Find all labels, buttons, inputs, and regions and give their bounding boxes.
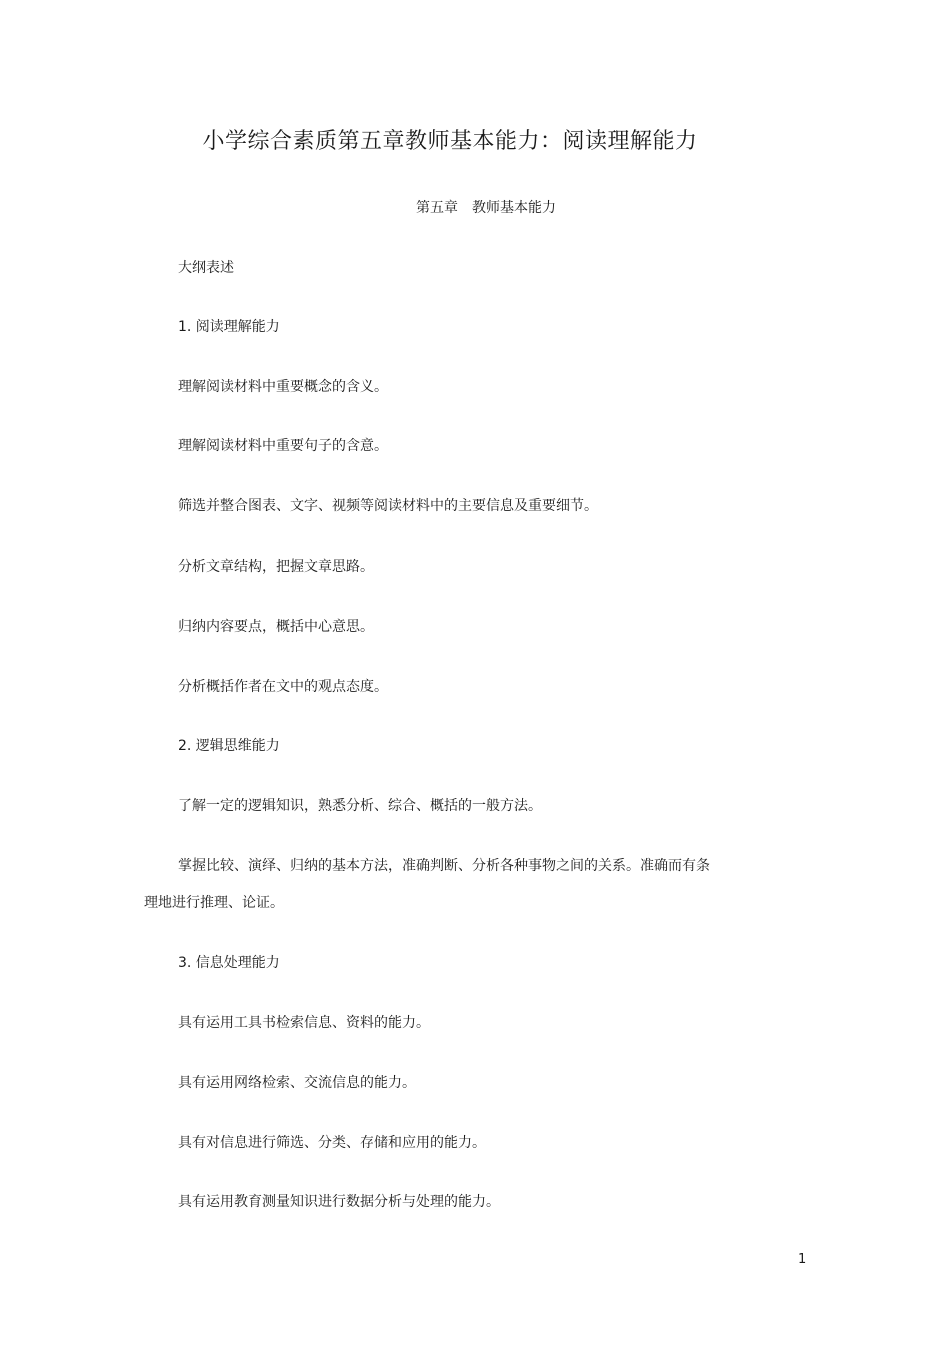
paragraph-line: 了解一定的逻辑知识，熟悉分析、综合、概括的一般方法。 <box>178 798 542 814</box>
section-heading-1: 1. 阅读理解能力 <box>178 319 280 335</box>
paragraph-line: 具有对信息进行筛选、分类、存储和应用的能力。 <box>178 1135 486 1151</box>
paragraph-line: 筛选并整合图表、文字、视频等阅读材料中的主要信息及重要细节。 <box>178 498 598 514</box>
document-title: 小学综合素质第五章教师基本能力：阅读理解能力 <box>202 129 698 154</box>
paragraph-line-continued: 理地进行推理、论证。 <box>144 895 284 911</box>
paragraph-line: 分析文章结构，把握文章思路。 <box>178 559 374 575</box>
outline-heading: 大纲表述 <box>178 260 234 276</box>
paragraph-line: 具有运用工具书检索信息、资料的能力。 <box>178 1015 430 1031</box>
paragraph-line: 具有运用教育测量知识进行数据分析与处理的能力。 <box>178 1194 500 1210</box>
page-number: 1 <box>798 1252 807 1267</box>
paragraph-line: 归纳内容要点，概括中心意思。 <box>178 619 374 635</box>
paragraph-line: 分析概括作者在文中的观点态度。 <box>178 679 388 695</box>
paragraph-line: 理解阅读材料中重要句子的含意。 <box>178 438 388 454</box>
paragraph-line: 理解阅读材料中重要概念的含义。 <box>178 379 388 395</box>
section-heading-2: 2. 逻辑思维能力 <box>178 738 280 754</box>
paragraph-line: 掌握比较、演绎、归纳的基本方法，准确判断、分析各种事物之间的关系。准确而有条 <box>178 858 710 874</box>
paragraph-line: 具有运用网络检索、交流信息的能力。 <box>178 1075 416 1091</box>
section-heading-3: 3. 信息处理能力 <box>178 955 280 971</box>
chapter-subtitle: 第五章 教师基本能力 <box>416 200 556 216</box>
